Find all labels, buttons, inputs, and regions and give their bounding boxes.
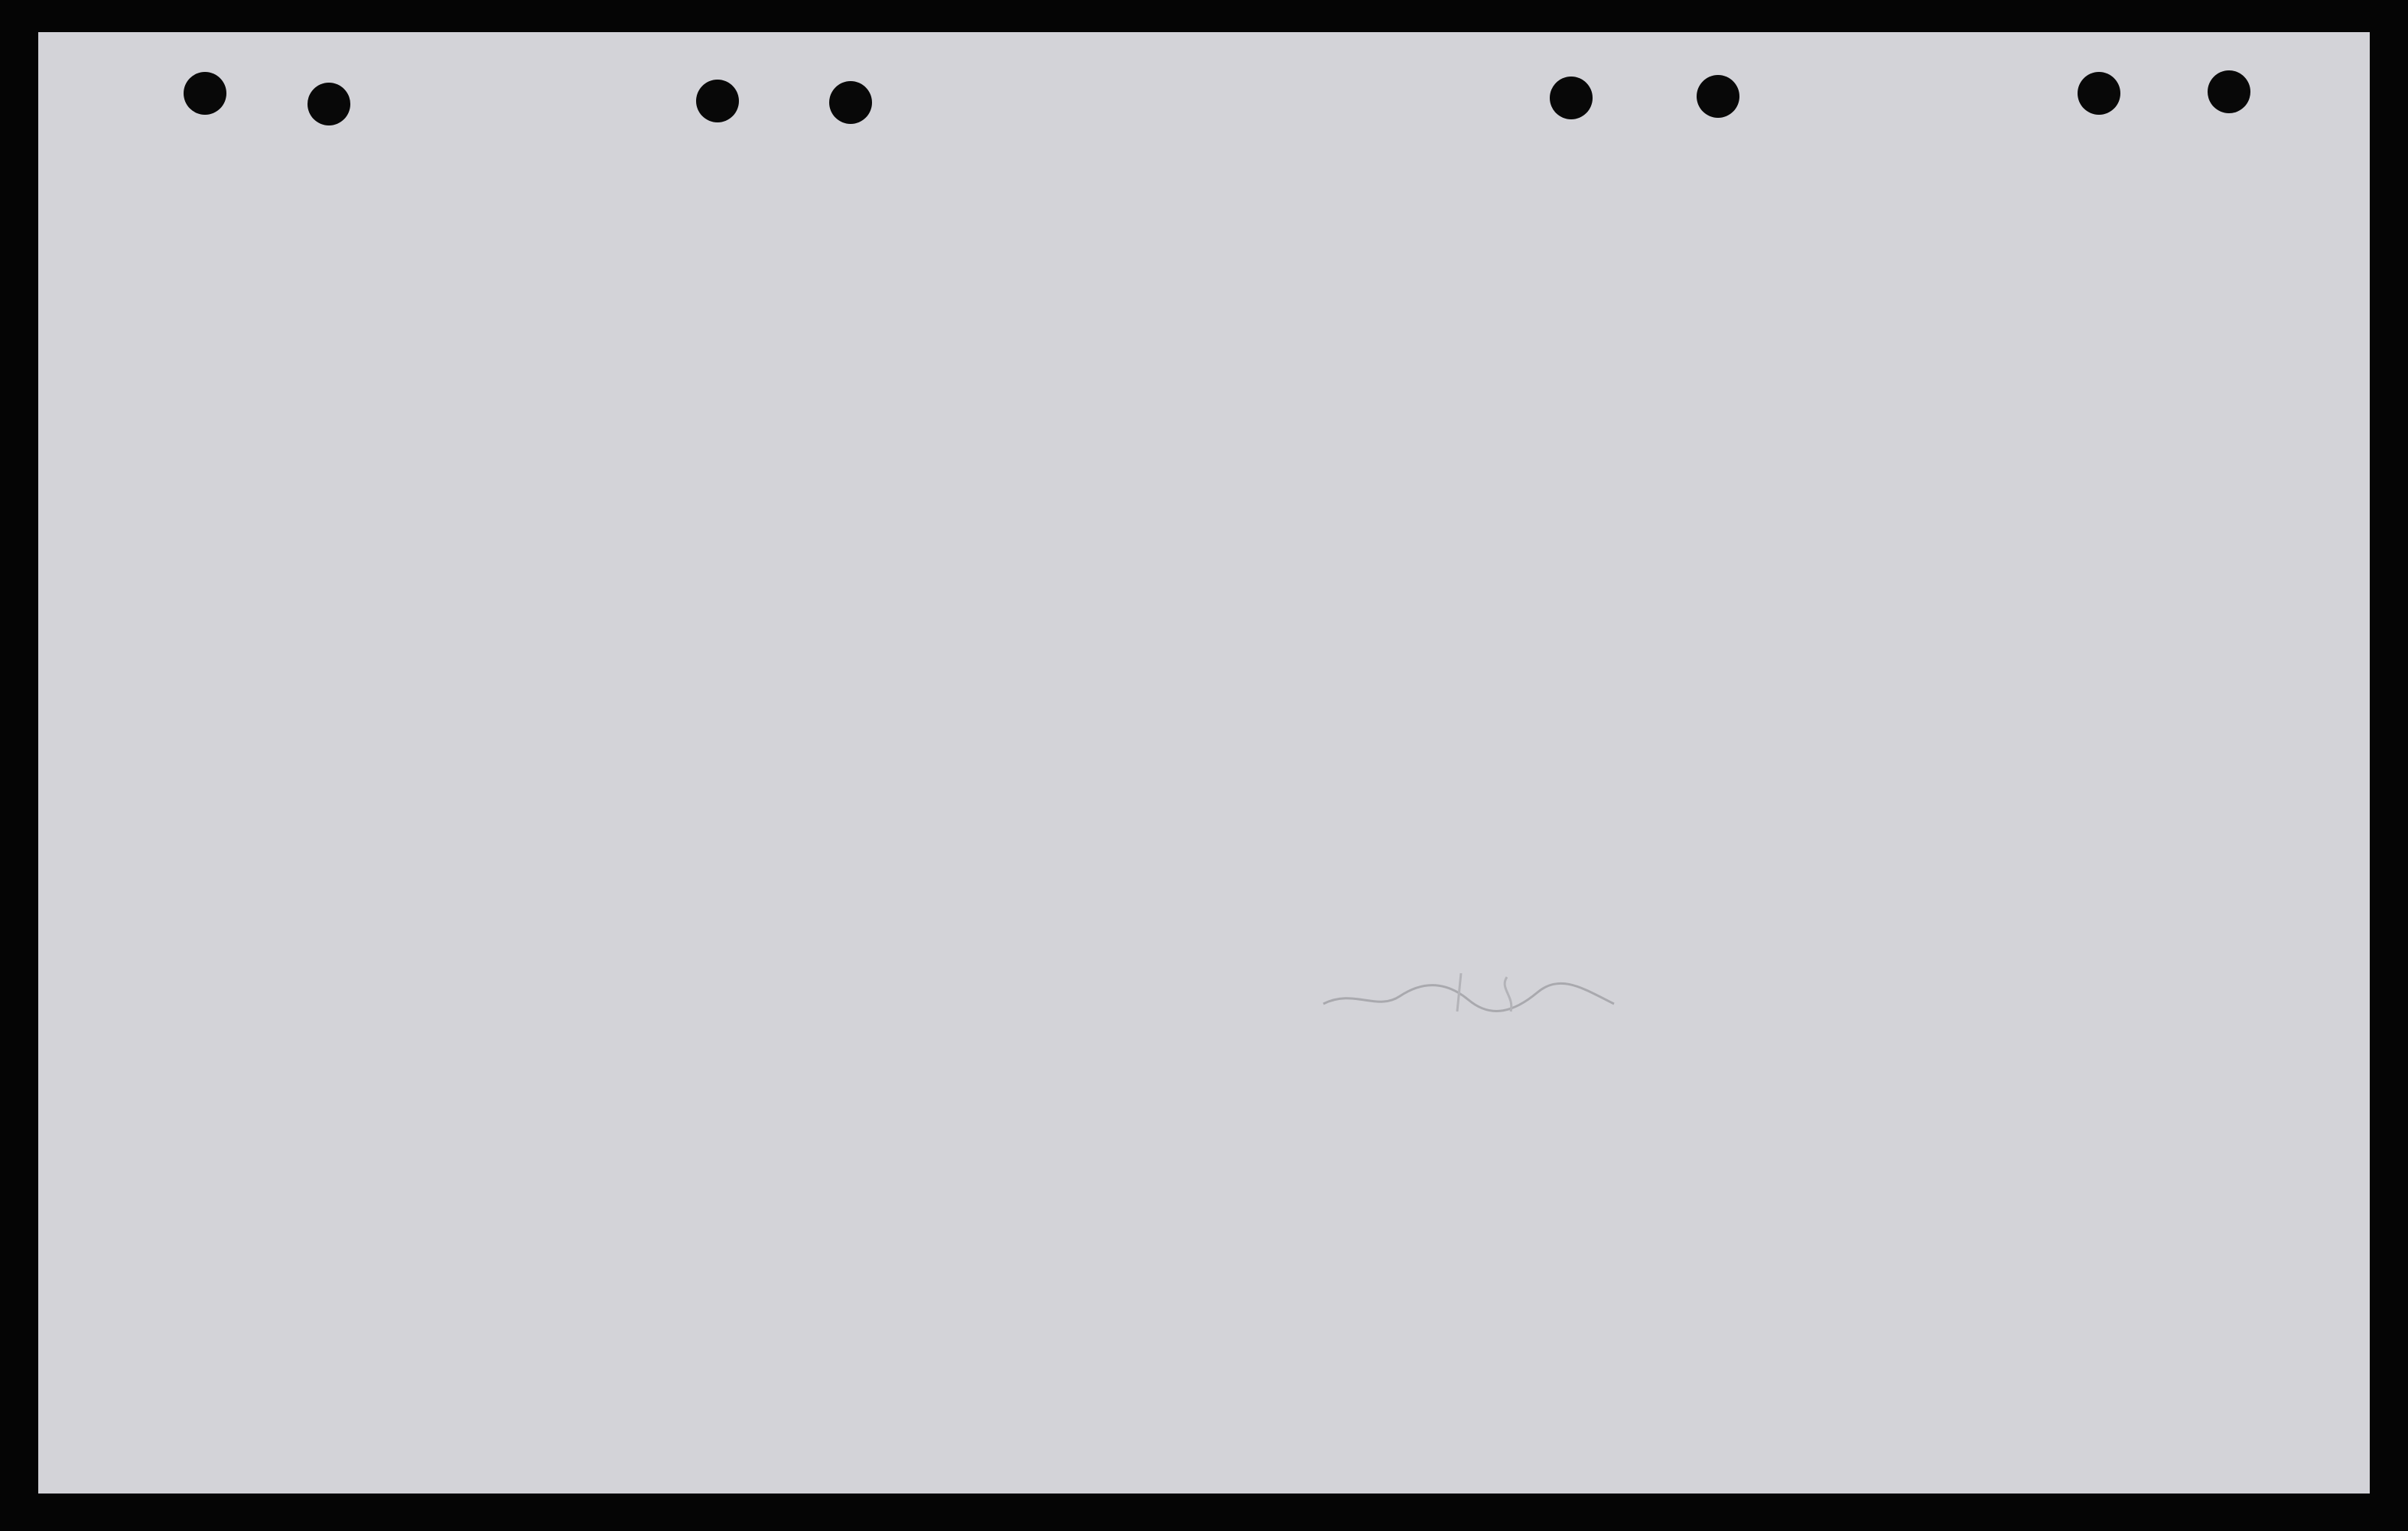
punch-hole <box>696 80 739 122</box>
punch-hole <box>2078 72 2120 115</box>
punch-hole <box>1550 77 1593 119</box>
ledger-page-scan <box>38 32 2370 1494</box>
punch-hole <box>1697 75 1739 118</box>
punch-hole <box>308 83 350 125</box>
punch-hole <box>184 72 226 115</box>
faint-handwriting-mark <box>1308 966 1629 1027</box>
punch-hole <box>2208 70 2250 113</box>
punch-hole <box>829 81 872 124</box>
